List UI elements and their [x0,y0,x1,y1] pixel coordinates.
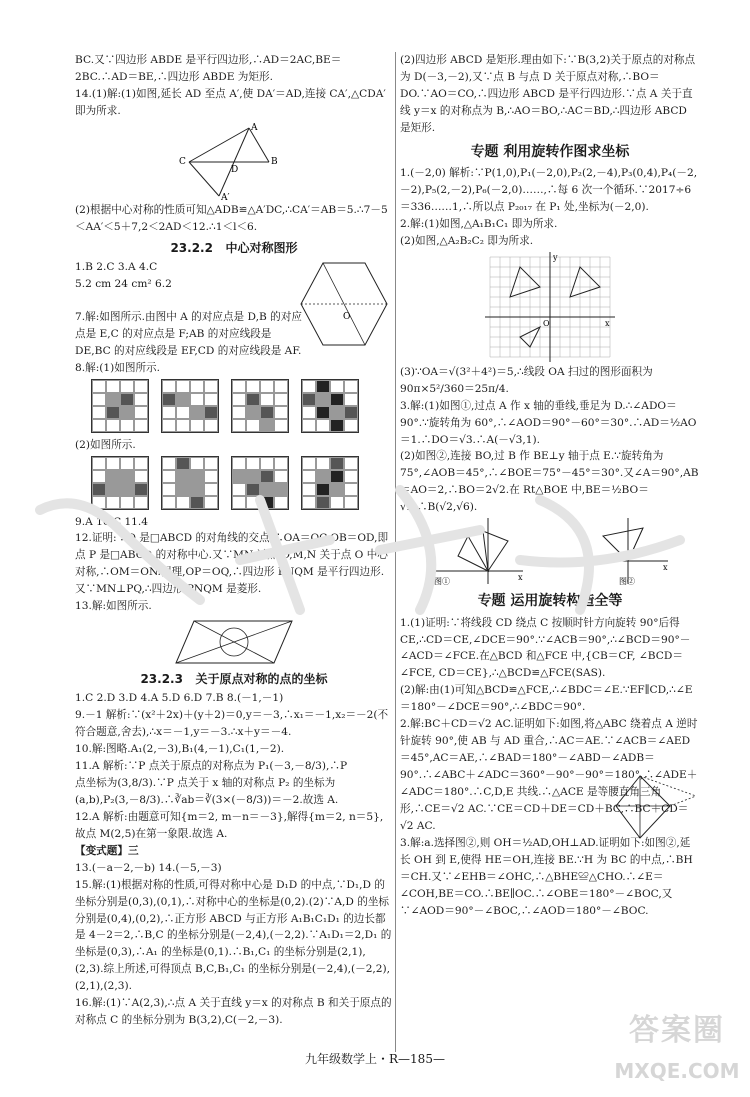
text-block: 12.A 解析:由题意可知{m＝2, m－n＝－3},解得{m＝2, n＝5},故点 M(2,5)在第一象限.故选 A. [75,810,384,840]
rotation-figures [400,516,700,586]
grid-figure [231,379,289,433]
svg-text:B: B [271,156,278,167]
site-watermark [612,1007,742,1087]
grid-figure [91,456,149,510]
text-block: 10.解:图略.A₁(2,－3),B₁(4,－1),C₁(1,－2). [75,743,285,756]
svg-text:x: x [517,573,523,583]
svg-text:x: x [662,563,668,573]
right-column [400,52,700,919]
section-title: 中心对称图形 [225,240,298,255]
parallelogram-figure [164,617,304,667]
text-block: BC.又∵四边形 ABDE 是平行四边形,∴AD＝2AC,BE＝2BC.∴AD＝BE,∴四边形 ABDE 为矩形. [75,54,342,83]
section-title: 关于原点对称的点的坐标 [195,672,328,687]
answer-line: 1.B 2.C 3.A 4.C [75,260,158,273]
section-heading [75,239,393,258]
text-block: 15.解:(1)根据对称的性质,可得对称中心是 D₁D 的中点,∵D₁,D 的坐标分别是(0,3),(0,1),∴对称中心的坐标是(0,2).(2)∵A,D 的坐标分别是(0,4),(0,2),∴正方形 ABCD 与正方形 A₁B₁C₁D₁ 的边长都是 4－2＝2,∴B,C 的坐标分别是(－2,4),(－2,2).∵A₁D₁＝2,D₁ 的坐标是(0,3),∴A₁ 的坐标是(0,1).∴B₁,C₁ 的坐标分别是(2,1),(2,3).综上所述,可得顶点 B,C,B₁,C₁ 的坐标分别是(－2,4),(－2,2),(2,1),(2,3). [75,878,392,993]
column-divider [395,52,396,1052]
grid-figures-row-1 [91,379,393,433]
hexagon-figure [293,259,393,349]
text-block: 2.解:(1)如图,△A₁B₁C₁ 即为所求. [400,217,558,230]
grid-figure [301,456,359,510]
section-number: 23.2.2 [170,240,213,255]
watermark-url: MXQE.COM [614,1059,740,1083]
text-block: 9.－1 解析:∵(x²＋2x)＋(y＋2)＝0,y＝－3,∴x₁＝－1,x₂＝－2(不符合题意,舍去),∴x＝－1,y＝－3.∴x＋y＝－4. [75,709,389,739]
text-block: 16.解:(1)∵A(2,3),∴点 A 关于直线 y＝x 的对称点 B 和关于原点的对称点 C 的坐标分别为 B(3,2),C(－2,－3). [75,997,392,1027]
answer-line: 5.2 cm 24 cm² 6.2 [75,277,172,290]
answer-line: 9.A 10.C 11.4 [75,515,149,528]
text-block: 13.解:如图所示. [75,600,152,613]
text-block: (2)如图所示. [75,438,136,451]
figure-2 [583,516,673,586]
text-block: 14.(1)解:(1)如图,延长 AD 至点 A′,使 DA′＝AD,连接 CA′,△CDA′即为所求. [75,87,386,117]
svg-text:图②: 图② [618,577,635,587]
text-block: 1.(1)证明:∵将线段 CD 绕点 C 按顺时针方向旋转 90°后得 CE,∴CD＝CE,∠DCE＝90°.∵∠ACB＝90°,∴∠BCD＝90°－∠ACD＝∠FCE.在△BCD 和△FCE 中,{CB＝CF, ∠BCD＝∠FCE, CD＝CE},∴△BCD≌△FCE(SAS). [400,616,691,680]
answer-line: 1.C 2.D 3.D 4.A 5.D 6.D 7.B 8.(－1,－1) [75,692,284,705]
svg-text:图①: 图① [433,577,450,587]
text-block: (2)如图,△A₂B₂C₂ 即为所求. [400,234,534,247]
svg-text:A: A [251,122,258,133]
text-block: (3)∵OA＝√(3²＋4²)＝5,∴线段 OA 扫过的图形面积为 90π×5²/360＝25π/4. [400,365,653,395]
text-block: (2)根据中心对称的性质可知△ADB≌△A′DC,∴CA′＝AB＝5.∴7－5＜AA′＜5＋7,2＜2AD＜12.∴1＜l＜6. [75,203,388,233]
text-block: 3.解:a.选择图②,则 OH＝½AD,OH⊥AD.证明如下:如图②,延长 OH 到 E,使得 HE＝OH,连接 BE.∵H 为 BC 的中点,∴BH＝CH.又∵∠EHB＝∠OHC,∴△BHE≌△CHO.∴∠E＝∠COH,BE＝CO.∴BE∥OC.∴∠OBE＝180°－∠BOC,又∵∠AOD＝90°－∠BOC,∴∠AOD＝180°－∠BOC. [400,836,693,917]
text-block: 7.解:如图所示.由图中 A 的对应点是 D,B 的对应点是 E,C 的对应点是 F;AB 的对应线段是 DE,BC 的对应线段是 EF,CD 的对应线段是 AF. [75,310,302,357]
text-block: 3.解:(1)如图①,过点 A 作 x 轴的垂线,垂足为 D.∴∠ADO＝90°.∵旋转角为 60°,∴∠AOD＝90°－60°＝30°.∴AD＝½AO＝1.∴DO＝√3.∴A(－√3,1). [400,399,697,446]
figure-1 [428,516,528,586]
text-block: (2)四边形 ABCD 是矩形.理由如下:∵B(3,2)关于原点的对称点为 D(－3,－2),又∵点 B 与点 D 关于原点对称,∴BO＝DO.∵AO＝CO,∴四边形 ABCD 是平行四边形.∵点 A 关于直线 y＝x 的对称点为 B,∴AO＝BO,∴AC＝BD,∴四边形 ABCD 是矩形. [400,54,696,134]
svg-text:y: y [553,252,558,262]
page-footer: 九年级数学上・R—185— [305,1052,445,1066]
text-block: (2)如图②,连接 BO,过 B 作 BE⊥y 轴于点 E.∵旋转角为 75°,∠AOB＝45°,∴∠BOE＝75°－45°＝30°.又∠A＝90°,AB＝AO＝2,∴BO＝2√2.在 Rt△BOE 中,BE＝½BO＝√2,∴B(√2,√6). [400,450,699,514]
svg-text:x: x [605,318,610,328]
grid-figure [231,456,289,510]
text-block: 点坐标为(3,8/3).∵P 点关于 x 轴的对称点 P₂ 的坐标为 [75,777,336,789]
grid-figure [161,379,219,433]
grid-figure [91,379,149,433]
coordinate-grid-figure [485,252,615,362]
section-number: 23.2.3 [140,672,183,687]
topic-heading: 专题 利用旋转作图求坐标 [470,143,630,160]
watermark-title: 答案圈 [629,1013,725,1048]
grid-figures-row-2 [91,456,393,510]
text-block: 2.解:BC＋CD＝√2 AC.证明如下:如图,将△ABC 绕着点 A 逆时针旋转 90°,使 AB 与 AD 重合,∴AC＝AE.∵∠ACB＝∠AED＝45°,AC＝AE,∴∠BAD＝180°－∠ABD－∠ADB＝90°.∴∠ABC＋∠ADC＝360°－90°－90°＝180°,∴∠ADE＋∠ADC＝180°.∴C,D,E 共线.∴△ACE 是等腰直角三角形,∴CE＝√2 AC.∵CE＝CD＋DE＝CD＋BC,∴BC＋CD＝√2 AC. [400,718,698,832]
grid-figure [301,379,359,433]
text-block: 【变式题】三 [75,844,139,857]
quadrilateral-figure [610,772,700,842]
text-block: 11.A 解析:∵P 点关于原点的对称点为 P₁(－3,－8/3),∴P [75,760,348,773]
triangle-figure [169,122,299,200]
grid-figure [161,456,219,510]
svg-text:D: D [231,164,239,175]
text-block: 12.证明:∵O 是□ABCD 的对角线的交点,∴OA＝OC,OB＝OD,即点 P 是□ABCD 的对称中心.又∵MN 过点 O,M,N 关于点 O 中心对称,∴OM＝ON.同理,OP＝OQ,∴四边形 PNQM 是平行四边形.又∵MN⊥PQ,∴四边形 PNQM 是菱形. [75,532,389,596]
section-heading [75,670,393,689]
text-block: 1.(－2,0) 解析:∵P(1,0),P₁(－2,0),P₂(2,－4),P₃(0,4),P₄(－2,－2),P₅(2,－2),P₆(－2,0)……,∴每 6 次一个循环.∵2017÷6＝336……1,∴所以点 P₂₀₁₇ 在 P₁ 处,坐标为(－2,0). [400,167,698,213]
svg-text:C: C [179,156,186,167]
topic-heading: 专题 运用旋转构造全等 [477,593,623,610]
answer-line: 13.(－a－2,－b) 14.(－5,－3) [75,861,222,874]
text-block: 8.解:(1)如图所示. [75,361,161,374]
svg-text:A′: A′ [221,192,230,200]
left-column [75,52,393,1029]
svg-text:O: O [343,311,351,322]
text-block: (a,b),P₂(3,－8/3).∴∛ab＝∛(3×(－8/3))＝－2.故选 A. [75,793,339,806]
svg-text:O: O [543,318,550,328]
text-block: (2)解:由(1)可知△BCD≌△FCE,∴∠BDC＝∠E.∵EF∥CD,∴∠E＝180°－∠DCE＝90°,∴∠BDC＝90°. [400,684,693,714]
